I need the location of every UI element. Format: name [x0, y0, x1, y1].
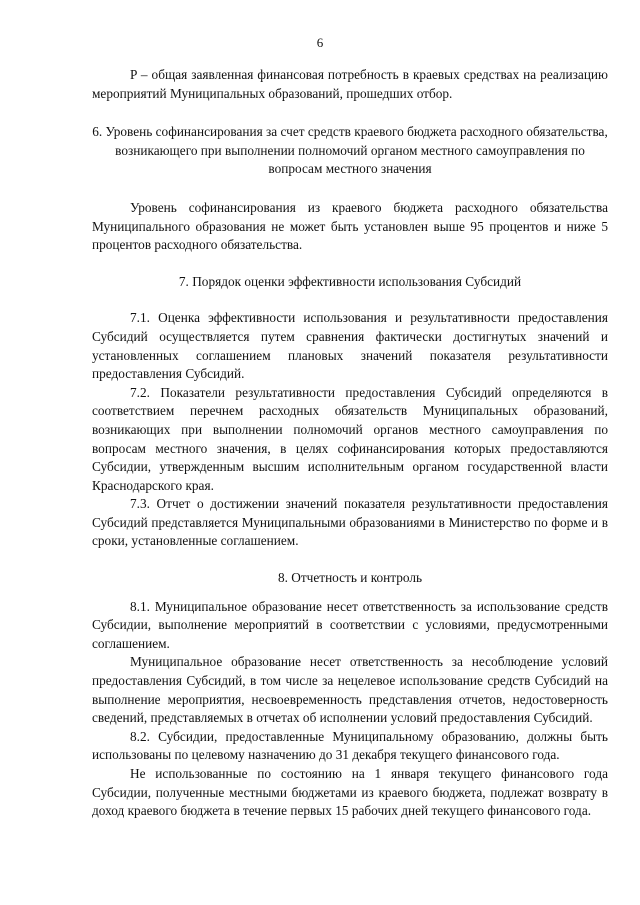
- section-7-1-paragraph: 7.1. Оценка эффективности использования и результативности предоставления Субсидий осуществляется путем сравнения фактически достигнутых значений и установленных соглашением плановых значений показателя результативности предоставления Субсидий.: [92, 310, 608, 382]
- section-7-3-paragraph: 7.3. Отчет о достижении значений показателя результативности предоставления Субсидий представляется Муниципальными образованиями в Министерство по форме и в сроки, установленные соглашением.: [92, 496, 608, 549]
- section-8-1-paragraph: 8.1. Муниципальное образование несет ответственность за использование средств Субсидии, выполнение мероприятий в соответствии с условиями, предусмотренными соглашением.: [92, 598, 608, 651]
- section-7-2-paragraph: 7.2. Показатели результативности предоставления Субсидий определяются в соответствием перечнем расходных обязательств Муниципальных образований, возникающих при выполнении полномочий органов местного самоуправления по вопросам местного значения, в целях софинансирования которых предоставляются Субсидии, утвержденным высшим исполнительным органом государственной власти Краснодарского края.: [92, 384, 608, 493]
- section-8-heading: 8. Отчетность и контроль: [277, 570, 423, 586]
- section-6-paragraph: Уровень софинансирования из краевого бюджета расходного обязательства Муниципального образования не может быть установлен выше 95 процентов и ниже 5 процентов расходного обязательства.: [92, 199, 608, 253]
- section-8-2-return-paragraph: Не использованные по состоянию на 1 января текущего финансового года Субсидии, полученные местными бюджетами из краевого бюджета, подлежат возврату в доход краевого бюджета в течение первых 15 рабочих дней текущего финансового года.: [92, 766, 608, 819]
- page-number: 6: [316, 35, 324, 50]
- paragraph-p-definition: P – общая заявленная финансовая потребность в краевых средствах на реализацию мероприятий Муниципальных образований, прошедших отбор.: [92, 67, 608, 101]
- section-8-1-responsibility-paragraph: Муниципальное образование несет ответственность за несоблюдение условий предоставления Субсидий, в том числе за нецелевое использование средств Субсидий на выполнение мероприятия, несвоевременность представления отчетов, недостоверность сведений, представляемых в отчетах об исполнении условий предоставления Субсидий.: [92, 654, 608, 726]
- section-8-2-paragraph: 8.2. Субсидии, предоставленные Муниципальному образованию, должны быть использованы по целевому назначению до 31 декабря текущего финансового года.: [92, 728, 608, 763]
- section-6-heading: 6. Уровень софинансирования за счет средств краевого бюджета расходного обязательства, возникающего при выполнении полномочий органом местного самоуправления по вопросам местного значения: [92, 124, 608, 177]
- page-content: [92, 66, 608, 821]
- section-7-heading: 7. Порядок оценки эффективности использования Субсидий: [178, 273, 522, 289]
